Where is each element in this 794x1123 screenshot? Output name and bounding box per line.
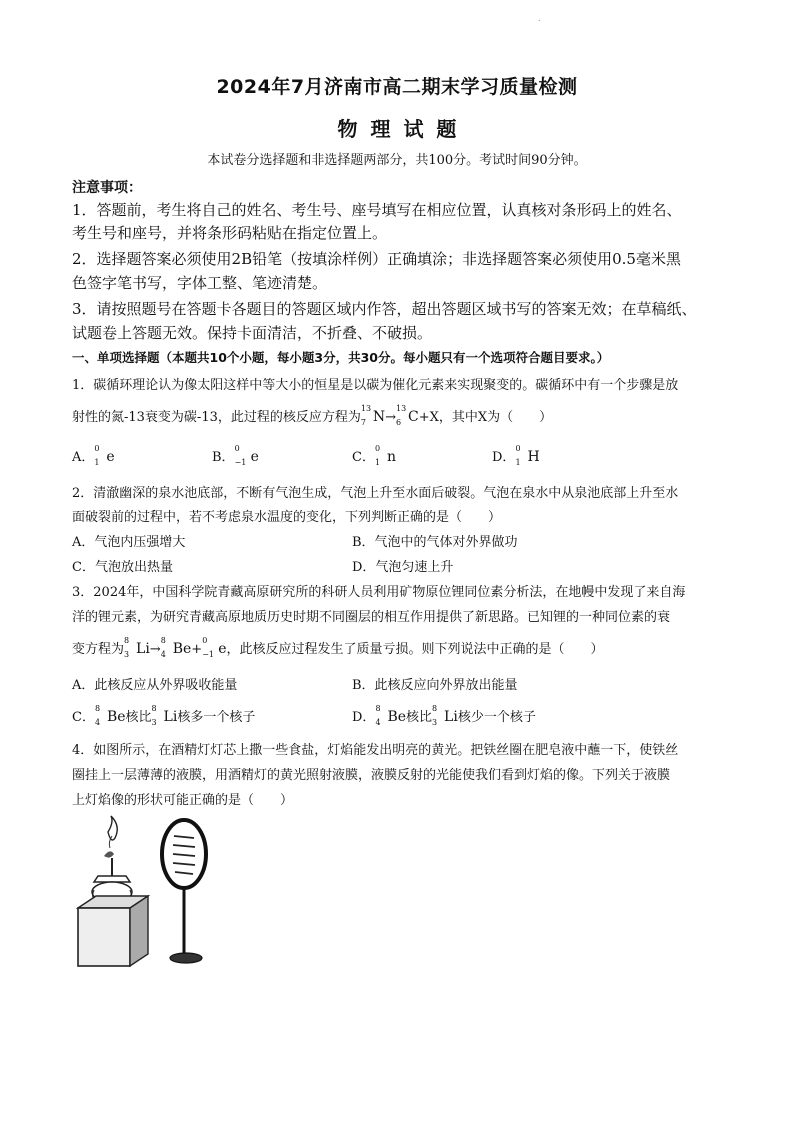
q3-stem-post: ，此核反应过程发生了质量亏损。则下列说法中正确的是（ ） (226, 642, 604, 657)
plus-x: +X (418, 410, 439, 425)
q3-line: 洋的锂元素，为研究青藏高原地质历史时期不同圈层的相互作用提供了新思路。已知锂的一种同位素的衰 (72, 610, 671, 625)
wire-loop (162, 820, 206, 888)
exam-intro: 本试卷分选择题和非选择题两部分，共100分。考试时间90分钟。 (207, 153, 587, 168)
notice-line: 1．答题前，考生将自己的姓名、考生号、座号填写在相应位置，认真核对条形码上的姓名、 (72, 201, 682, 219)
q3-option-c[interactable]: C． 8 4 Be核比 8 3 Li核多一个核子 (72, 704, 256, 727)
q2-option-a[interactable]: A．气泡内压强增大 (72, 535, 186, 550)
nuclide-c13: 13 6 C (396, 404, 419, 427)
section-title: 一、单项选择题（本题共10个小题，每小题3分，共30分。每小题只有一个选项符合题目要求。） (72, 350, 610, 365)
plus-sign: + (191, 642, 203, 657)
q2-option-c[interactable]: C．气泡放出热量 (72, 560, 173, 575)
notice-line: 3．请按照题号在答题卡各题目的答题区域内作答，超出答题区域书写的答案无效；在草稿纸、 (72, 300, 697, 318)
q4-line: 圈挂上一层薄薄的液膜，用酒精灯的黄光照射液膜，液膜反射的光能使我们看到灯焰的像。下列关于液膜 (72, 768, 671, 783)
q3-option-b[interactable]: B．此核反应向外界放出能量 (352, 678, 518, 693)
exam-subject: 物 理 试 题 (337, 117, 457, 141)
notice-line: 考生号和座号，并将条形码粘贴在指定位置上。 (72, 224, 388, 242)
q1-stem-pre: 射性的氮-13衰变为碳-13，此过程的核反应方程为 (72, 410, 361, 425)
nuclide-li8: 8 3 Li (124, 636, 150, 659)
notice-line: 试题卷上答题无效。保持卡面清洁，不折叠、不破损。 (72, 324, 433, 342)
box-front (78, 908, 130, 966)
q1-option-b[interactable]: B． 0 −1 e (212, 444, 259, 467)
notice-line: 色签字笔书写，字体工整、笔迹清楚。 (72, 274, 328, 292)
q1-option-a[interactable]: A． 0 1 e (72, 444, 115, 467)
electron: 0 −1 e (202, 636, 227, 659)
q3-option-a[interactable]: A．此核反应从外界吸收能量 (72, 678, 238, 693)
q1-line: 1．碳循环理论认为像太阳这样中等大小的恒星是以碳为催化元素来实现聚变的。碳循环中有一个步骤是放 (72, 378, 679, 393)
q3-stem-pre: 变方程为 (72, 642, 125, 657)
corner-mark: . (538, 14, 541, 23)
reaction-arrow: → (149, 642, 161, 657)
q1-line (72, 406, 732, 425)
stand-base (170, 953, 202, 963)
nuclide-be8: 8 4 Be (160, 636, 192, 659)
q2-option-b[interactable]: B．气泡中的气体对外界做功 (352, 535, 518, 550)
q1-option-c[interactable]: C． 0 1 n (352, 444, 396, 467)
q3-option-d[interactable]: D． 8 4 Be核比 8 3 Li核少一个核子 (352, 704, 536, 727)
lamp-and-film-figure (74, 812, 218, 972)
notice-line: 2．选择题答案必须使用2B铅笔（按填涂样例）正确填涂；非选择题答案必须使用0.5毫米黑 (72, 250, 681, 268)
q2-line: 2．清澈幽深的泉水池底部，不断有气泡生成，气泡上升至水面后破裂。气泡在泉水中从泉池底部上升至水 (72, 486, 679, 501)
q3-line (72, 638, 732, 657)
lamp-cap (94, 876, 130, 882)
reaction-arrow: → (385, 410, 397, 425)
q3-line: 3．2024年，中国科学院青藏高原研究所的科研人员利用矿物原位锂同位素分析法，在地幔中发现了来自海 (72, 585, 686, 600)
q4-line: 4．如图所示，在酒精灯灯芯上撒一些食盐，灯焰能发出明亮的黄光。把铁丝圈在肥皂液中蘸一下，使铁丝 (72, 743, 679, 758)
wick-glow (104, 851, 114, 857)
exam-title: 2024年7月济南市高二期末学习质量检测 (216, 76, 578, 98)
flame-icon (108, 816, 117, 840)
q1-option-d[interactable]: D． 0 1 H (492, 444, 540, 467)
notice-heading: 注意事项： (72, 180, 142, 196)
q2-option-d[interactable]: D．气泡匀速上升 (352, 560, 454, 575)
q1-stem-post: ，其中X为（ ） (438, 410, 553, 425)
nuclide-n13: 13 7 N (360, 404, 386, 427)
box-side (130, 896, 148, 966)
q2-line: 面破裂前的过程中，若不考虑泉水温度的变化，下列判断正确的是（ ） (72, 510, 502, 525)
q4-line: 上灯焰像的形状可能正确的是（ ） (72, 793, 294, 808)
